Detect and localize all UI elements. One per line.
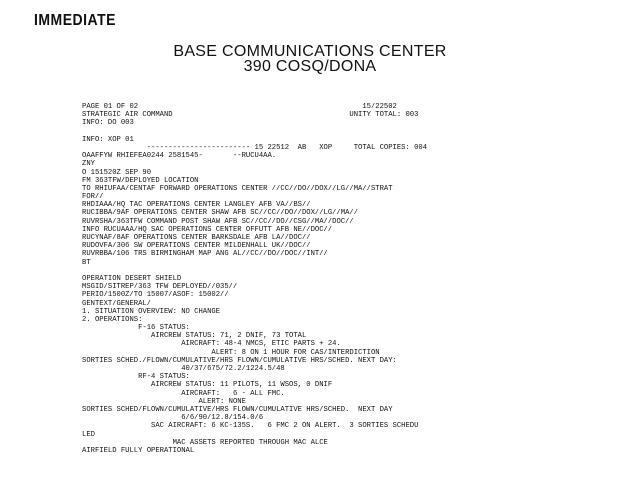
message-line: BT: [82, 258, 91, 267]
message-line: RUVRBBA/106 TRS BIRMINGHAM MAP ANG AL//CC//DO//DOC//INT//: [82, 250, 328, 259]
message-line: O 151520Z SEP 90: [82, 168, 152, 177]
message-line: [82, 128, 630, 136]
message-line: SORTIES SCHED./FLOWN/CUMULATIVE/HRS FLOWN/CUMULATIVE HRS/SCHED. NEXT DAY:: [82, 356, 397, 365]
message-line: 40/37/675/72.2/1224.5/48: [82, 365, 285, 373]
message-line: ALERT: 8 ON 1 HOUR FOR CAS/INTERDICTION: [82, 348, 380, 357]
header-line-1: BASE COMMUNICATIONS CENTER: [173, 43, 447, 60]
message-line: RUVRSHA/363TFW COMMAND POST SHAW AFB SC//CC//DO//CSG//MA//DOC//: [82, 217, 354, 226]
precedence-stamp: IMMEDIATE: [34, 10, 117, 29]
message-line: AIRCRAFT: 6 - ALL FMC.: [82, 389, 285, 398]
message-line: ------------------------ 15 22512 AB XOP TOTAL COPIES: 004: [82, 143, 428, 152]
message-line: MSGID/SITREP/363 TFW DEPLOYED//035//: [82, 283, 238, 292]
header-line-2: 390 COSQ/DONA: [243, 58, 377, 75]
message-line: ZNY: [82, 160, 95, 169]
message-line: [82, 267, 630, 275]
message-line: STRATEGIC AIR COMMAND UNITY TOTAL: 003: [82, 111, 419, 120]
message-line: RHDIAAA/HQ TAC OPERATIONS CENTER LANGLEY AFB VA//BS//: [82, 201, 311, 210]
message-line: MAC ASSETS REPORTED THROUGH MAC ALCE: [82, 438, 328, 447]
message-body: [82, 103, 630, 455]
message-line: AIRFIELD FULLY OPERATIONAL: [82, 446, 195, 455]
message-line: RUCIBBA/9AF OPERATIONS CENTER SHAW AFB SC//CC//DO//DOX//LG//MA//: [82, 209, 359, 218]
message-line: SORTIES SCHED/FLOWN/CUMULATIVE/HRS FLOWN/CUMULATIVE HRS/SCHED. NEXT DAY: [82, 405, 393, 414]
message-line: AIRCREW STATUS: 11 PILOTS, 11 WSOS, 0 DNIF: [82, 381, 333, 390]
message-line: RUDOVFA/306 SW OPERATIONS CENTER MILDENHALL UK//DOC//: [82, 242, 311, 251]
message-line: 1. SITUATION OVERVIEW: NO CHANGE: [82, 307, 221, 316]
message-line: SAC AIRCRAFT: 6 KC-135S. 6 FMC 2 ON ALERT. 3 SORTIES SCHEDU: [82, 422, 419, 431]
message-line: FOR//: [82, 193, 104, 202]
message-line: AIRCREW STATUS: 71, 2 DNIF, 73 TOTAL: [82, 332, 307, 341]
message-line: INFO RUCUAAA/HQ SAC OPERATIONS CENTER OFFUTT AFB NE//DOC//: [82, 225, 333, 234]
message-line: PAGE 01 OF 02 15/22502: [82, 103, 397, 111]
message-line: INFO: DO 003: [82, 119, 134, 128]
message-line: PERIO/1500Z/TO 15007/ASOF: 15002//: [82, 291, 229, 300]
message-line: OPERATION DESERT SHIELD: [82, 274, 182, 283]
message-line: GENTEXT/GENERAL/: [82, 299, 152, 308]
message-line: LED: [82, 430, 95, 439]
message-line: 6/6/90/12.8/154.0/6: [82, 414, 264, 423]
message-line: FM 363TFW/DEPLOYED LOCATION: [82, 176, 199, 185]
message-line: OAAFFYW RHIEFEA0244 2581545- --RUCU4AA.: [82, 152, 277, 161]
message-header: [140, 44, 480, 74]
message-line: RF-4 STATUS:: [82, 373, 190, 382]
message-line: RUCYNAF/8AF OPERATIONS CENTER BARKSDALE AFB LA//DOC//: [82, 234, 311, 242]
message-line: INFO: XOP 01: [82, 135, 134, 144]
message-line: F-16 STATUS:: [82, 324, 190, 333]
message-line: AIRCRAFT: 48-4 NMCS, ETIC PARTS + 24.: [82, 340, 341, 349]
message-line: TO RHIUFAA/CENTAF FORWARD OPERATIONS CENTER //CC//DO//DOX//LG//MA//STRAT: [82, 184, 393, 193]
message-line: ALERT: NONE: [82, 397, 246, 406]
message-line: 2. OPERATIONS:: [82, 315, 143, 324]
